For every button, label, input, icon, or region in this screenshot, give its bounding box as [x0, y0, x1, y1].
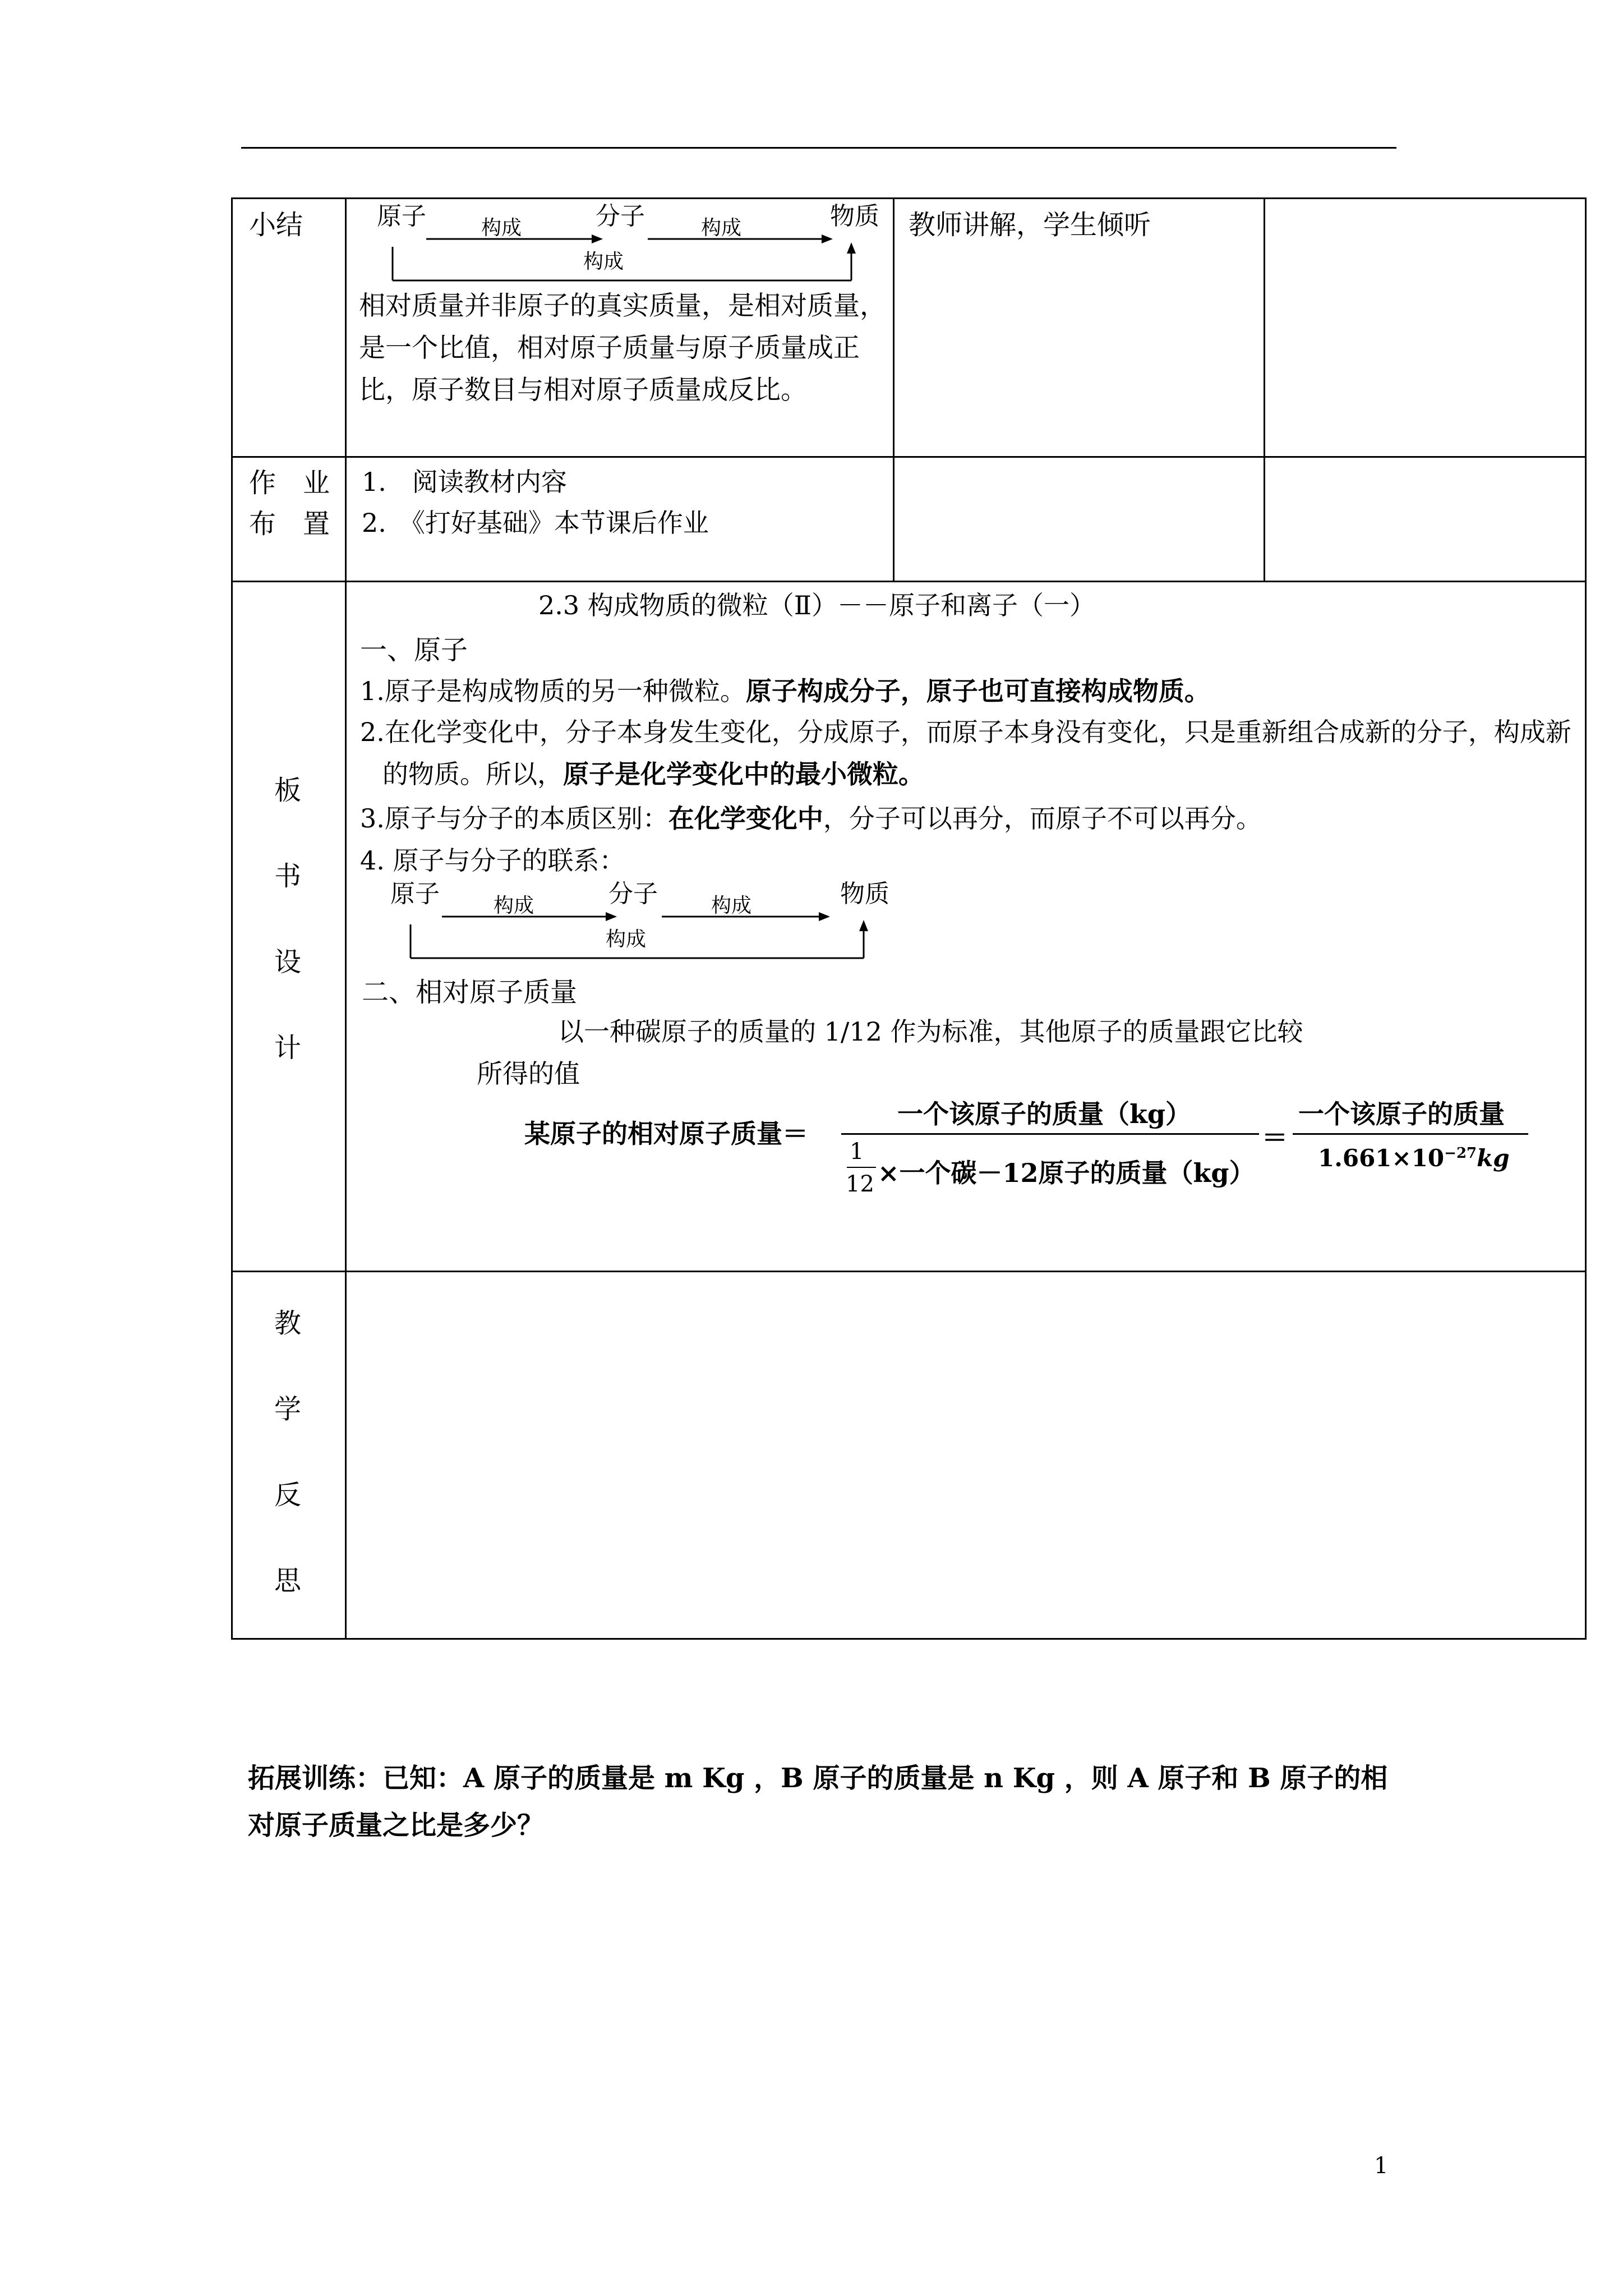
table-border-right	[1585, 197, 1587, 1640]
table-row-divider	[231, 581, 1586, 582]
board-label-char: 板	[274, 775, 301, 806]
table-col-divider	[893, 197, 895, 582]
diagram-compose-1: 构成	[494, 894, 534, 917]
point-2-normal: 2.在化学变化中，分子本身发生变化，分成原子，而原子本身没有变化，只是重新组合成新的分子，构成新的物质。所以，	[360, 717, 1571, 789]
board-section-1: 一、原子	[360, 634, 468, 666]
definition-line-2: 所得的值	[477, 1059, 580, 1089]
homework-label-1: 作 业	[249, 467, 330, 499]
diagram-molecule: 分子	[596, 202, 645, 231]
board-point-3	[360, 797, 1577, 841]
extension-exercise: 拓展训练：已知：A 原子的质量是 m Kg ，B 原子的质量是 n Kg ，则 A 原子和 B 原子的相对原子质量之比是多少？	[248, 1763, 1388, 1841]
diagram-compose-2: 构成	[711, 894, 752, 917]
summary-label: 小结	[249, 209, 303, 241]
board-label-char: 设	[274, 946, 301, 978]
den-2-unit: kg	[1477, 1144, 1510, 1172]
table-col-divider	[345, 197, 347, 1640]
summary-method: 教师讲解，学生倾听	[909, 209, 1151, 241]
board-section-2: 二、相对原子质量	[362, 977, 578, 1008]
point-2-bold: 原子是化学变化中的最小微粒。	[563, 758, 924, 789]
board-point-2	[360, 711, 1577, 795]
board-point-1	[360, 669, 1577, 714]
formula-lhs: 某原子的相对原子质量＝	[524, 1119, 808, 1149]
diagram-matter: 物质	[830, 202, 879, 231]
homework-label-2: 布 置	[249, 508, 330, 540]
formula-fraction-bar-1	[841, 1133, 1259, 1135]
table-border-top	[231, 197, 1586, 199]
formula-fraction-bar-2	[1293, 1133, 1528, 1135]
board-title: 2.3 构成物质的微粒（Ⅱ）－－原子和离子（一）	[538, 590, 1096, 620]
board-label-char: 计	[274, 1032, 301, 1064]
den-2-base: 1.661×10	[1318, 1144, 1445, 1172]
point-3-normal-b: ，分子可以再分，而原子不可以再分。	[823, 803, 1262, 834]
reflection-label-char: 思	[274, 1565, 301, 1596]
point-3-bold: 在化学变化中	[668, 803, 823, 834]
board-label	[232, 769, 344, 1112]
reflection-label-char: 教	[274, 1308, 301, 1339]
formula-numerator-2: 一个该原子的质量	[1298, 1099, 1505, 1129]
den-2-exponent: −27	[1444, 1145, 1477, 1162]
reflection-label	[232, 1301, 344, 1645]
mini-fraction-bar	[847, 1167, 876, 1168]
homework-item-1: 1. 阅读教材内容	[362, 467, 567, 497]
diagram-atom: 原子	[377, 202, 426, 231]
point-3-normal-a: 3.原子与分子的本质区别：	[360, 803, 668, 834]
mini-fraction-den: 12	[846, 1171, 874, 1197]
arrow-head	[606, 912, 617, 921]
formula-denominator-2	[1318, 1144, 1510, 1172]
formula-numerator-1: 一个该原子的质量（kg）	[897, 1099, 1192, 1129]
table-border-bottom	[231, 1638, 1586, 1640]
mini-fraction-num: 1	[850, 1139, 864, 1165]
flow-diagram	[365, 202, 879, 292]
reflection-label-char: 反	[274, 1479, 301, 1511]
arrow-head	[819, 912, 830, 921]
definition-line-1: 以一种碳原子的质量的 1/12 作为标准，其他原子的质量跟它比较	[558, 1016, 1303, 1047]
arrow-head	[822, 234, 833, 243]
diagram-compose-2: 构成	[701, 217, 742, 240]
arrow-head	[592, 234, 603, 243]
diagram-atom: 原子	[390, 880, 440, 908]
diagram-compose-3: 构成	[606, 928, 647, 951]
homework-item-2: 2. 《打好基础》本节课后作业	[362, 508, 709, 538]
flow-diagram	[381, 880, 897, 969]
diagram-compose-3: 构成	[583, 250, 624, 273]
diagram-matter: 物质	[840, 880, 889, 908]
atom-molecule-diagram-board	[381, 880, 897, 969]
point-1-normal: 1.原子是构成物质的另一种微粒。	[360, 676, 746, 706]
diagram-molecule: 分子	[608, 880, 658, 908]
point-1-bold: 原子构成分子，原子也可直接构成物质。	[745, 676, 1210, 706]
page-number: 1	[1374, 2153, 1389, 2179]
table-row-divider	[231, 456, 1586, 458]
board-label-char: 书	[274, 861, 301, 892]
diagram-compose-1: 构成	[481, 217, 522, 240]
table-col-divider	[1264, 197, 1265, 582]
formula-denominator-rest: ×一个碳－12原子的质量（kg）	[878, 1158, 1255, 1188]
summary-text: 相对质量并非原子的真实质量，是相对质量，是一个比值，相对原子质量与原子质量成正比，原子数目与相对原子质量成反比。	[359, 291, 886, 406]
table-row-divider	[231, 1271, 1586, 1272]
arrow-head	[847, 242, 856, 254]
atom-molecule-diagram-summary	[365, 202, 879, 292]
formula-equals: ＝	[1262, 1122, 1288, 1153]
reflection-label-char: 学	[274, 1393, 301, 1425]
header-rule	[241, 147, 1396, 149]
board-point-4: 4. 原子与分子的联系：	[360, 845, 625, 876]
arrow-head	[859, 920, 868, 931]
